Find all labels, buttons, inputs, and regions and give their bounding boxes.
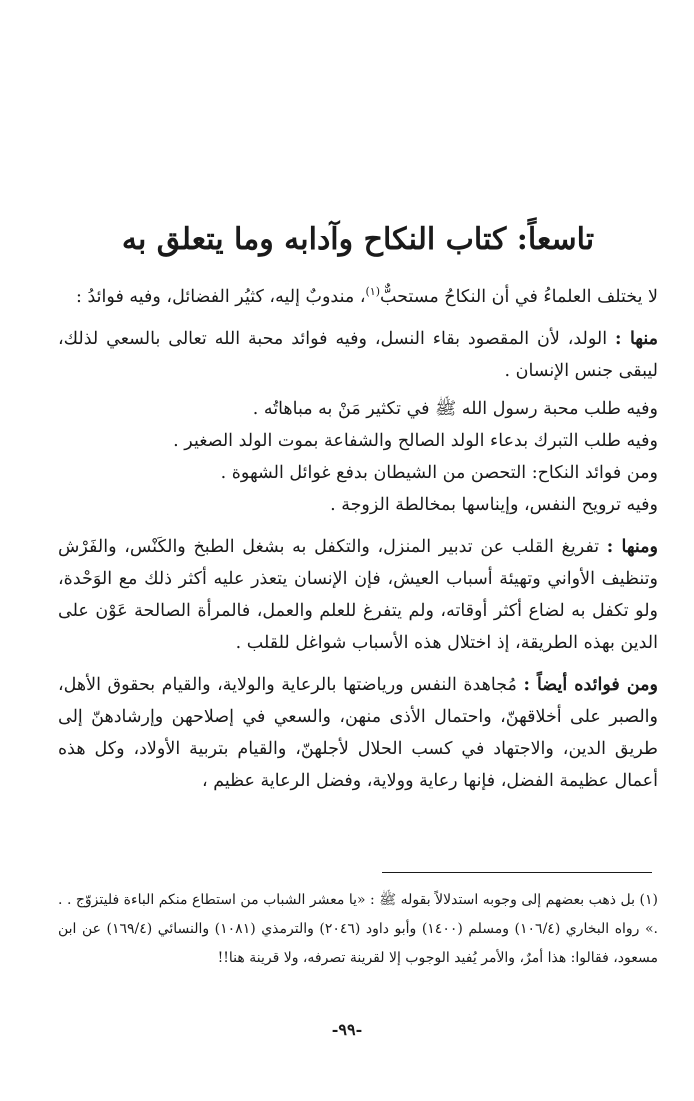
benefit-3-text: مُجاهدة النفس ورياضتها بالرعاية والولاية، والقيام بحقوق الأهل، والصبر على أخلاقهنّ، واحتمال الأذى منهن، والسعي في إصلاحهن وإرشادهنّ إلى طريق الدين، والاجتهاد في كسب الحلال لأجلهنّ، والقيام بتربية الأولاد، وكل هذه أعمال عظيمة الفضل، فإنها رعاية وولاية، وفضل الرعاية عظيم ، bbox=[58, 674, 658, 791]
sub-point: وفيه طلب محبة رسول الله ﷺ في تكثير مَنْ به مباهاتُه . bbox=[252, 398, 658, 419]
benefit-1-paragraph bbox=[58, 323, 658, 387]
intro-paragraph bbox=[58, 276, 658, 313]
page-number: -٩٩- bbox=[331, 1020, 363, 1039]
footnote-reference: (١) bbox=[365, 285, 380, 298]
sub-point: وفيه طلب التبرك بدعاء الولد الصالح والشفاعة بموت الولد الصغير . bbox=[173, 430, 658, 451]
benefit-1-text: الولد، لأن المقصود بقاء النسل، وفيه فوائد محبة الله تعالى بالسعي لذلك، ليبقى جنس الإنسان . bbox=[58, 328, 658, 381]
footnote-marker: (١) bbox=[639, 892, 659, 908]
intro-text-before-note: لا يختلف العلماءُ في أن النكاحُ مستحبٌّ bbox=[379, 286, 658, 307]
intro-text-after-note: ، مندوبٌ إليه، كثيُر الفضائل، وفيه فوائدُ : bbox=[76, 286, 366, 307]
benefit-1-lead: منها : bbox=[615, 328, 658, 349]
sub-point: ومن فوائد النكاح: التحصن من الشيطان بدفع غوائل الشهوة . bbox=[220, 462, 658, 483]
page-body bbox=[58, 218, 658, 803]
benefit-3-lead: ومن فوائده أيضاً : bbox=[523, 674, 658, 695]
benefit-2-paragraph bbox=[58, 531, 658, 659]
benefit-3-paragraph bbox=[58, 669, 658, 797]
benefit-2-lead: ومنها : bbox=[606, 536, 658, 557]
benefit-2-text: تفريغ القلب عن تدبير المنزل، والتكفل به بشغل الطبخ والكَنْس، والفَرْش وتنظيف الأواني وتهيئة أسباب العيش، فإن الإنسان يتعذر عليه أكثر ذلك مع الوَحْدة، ولو تكفل به لضاع أكثر أوقاته، ولم يتفرغ للعلم والعمل، فالمرأة الصالحة عَوْن على الدين بهذه الطريقة، إذ اختلال هذه الأسباب شواغل للقلب . bbox=[58, 536, 658, 653]
footnote-divider bbox=[382, 872, 652, 873]
footnote-text: بل ذهب بعضهم إلى وجوبه استدلالاً بقوله ﷺ : «يا معشر الشباب من استطاع منكم الباءة فليتزوّج . . .» رواه البخاري (١٠٦/٤) ومسلم (١٤٠٠) وأبو داود (٢٠٤٦) والترمذي (١٠٨١) والنسائي (١٦٩/٤) عن ابن مسعود، فقالوا: هذا أمرٌ، والأمر يُفيد الوجوب إلا لقرينة تصرفه، ولا قرينة هنا!! bbox=[58, 892, 658, 966]
footnote bbox=[58, 886, 658, 973]
sub-point: وفيه ترويح النفس، وإيناسها بمخالطة الزوجة . bbox=[330, 494, 658, 515]
chapter-title: تاسعاً: كتاب النكاح وآدابه وما يتعلق به bbox=[121, 222, 595, 257]
